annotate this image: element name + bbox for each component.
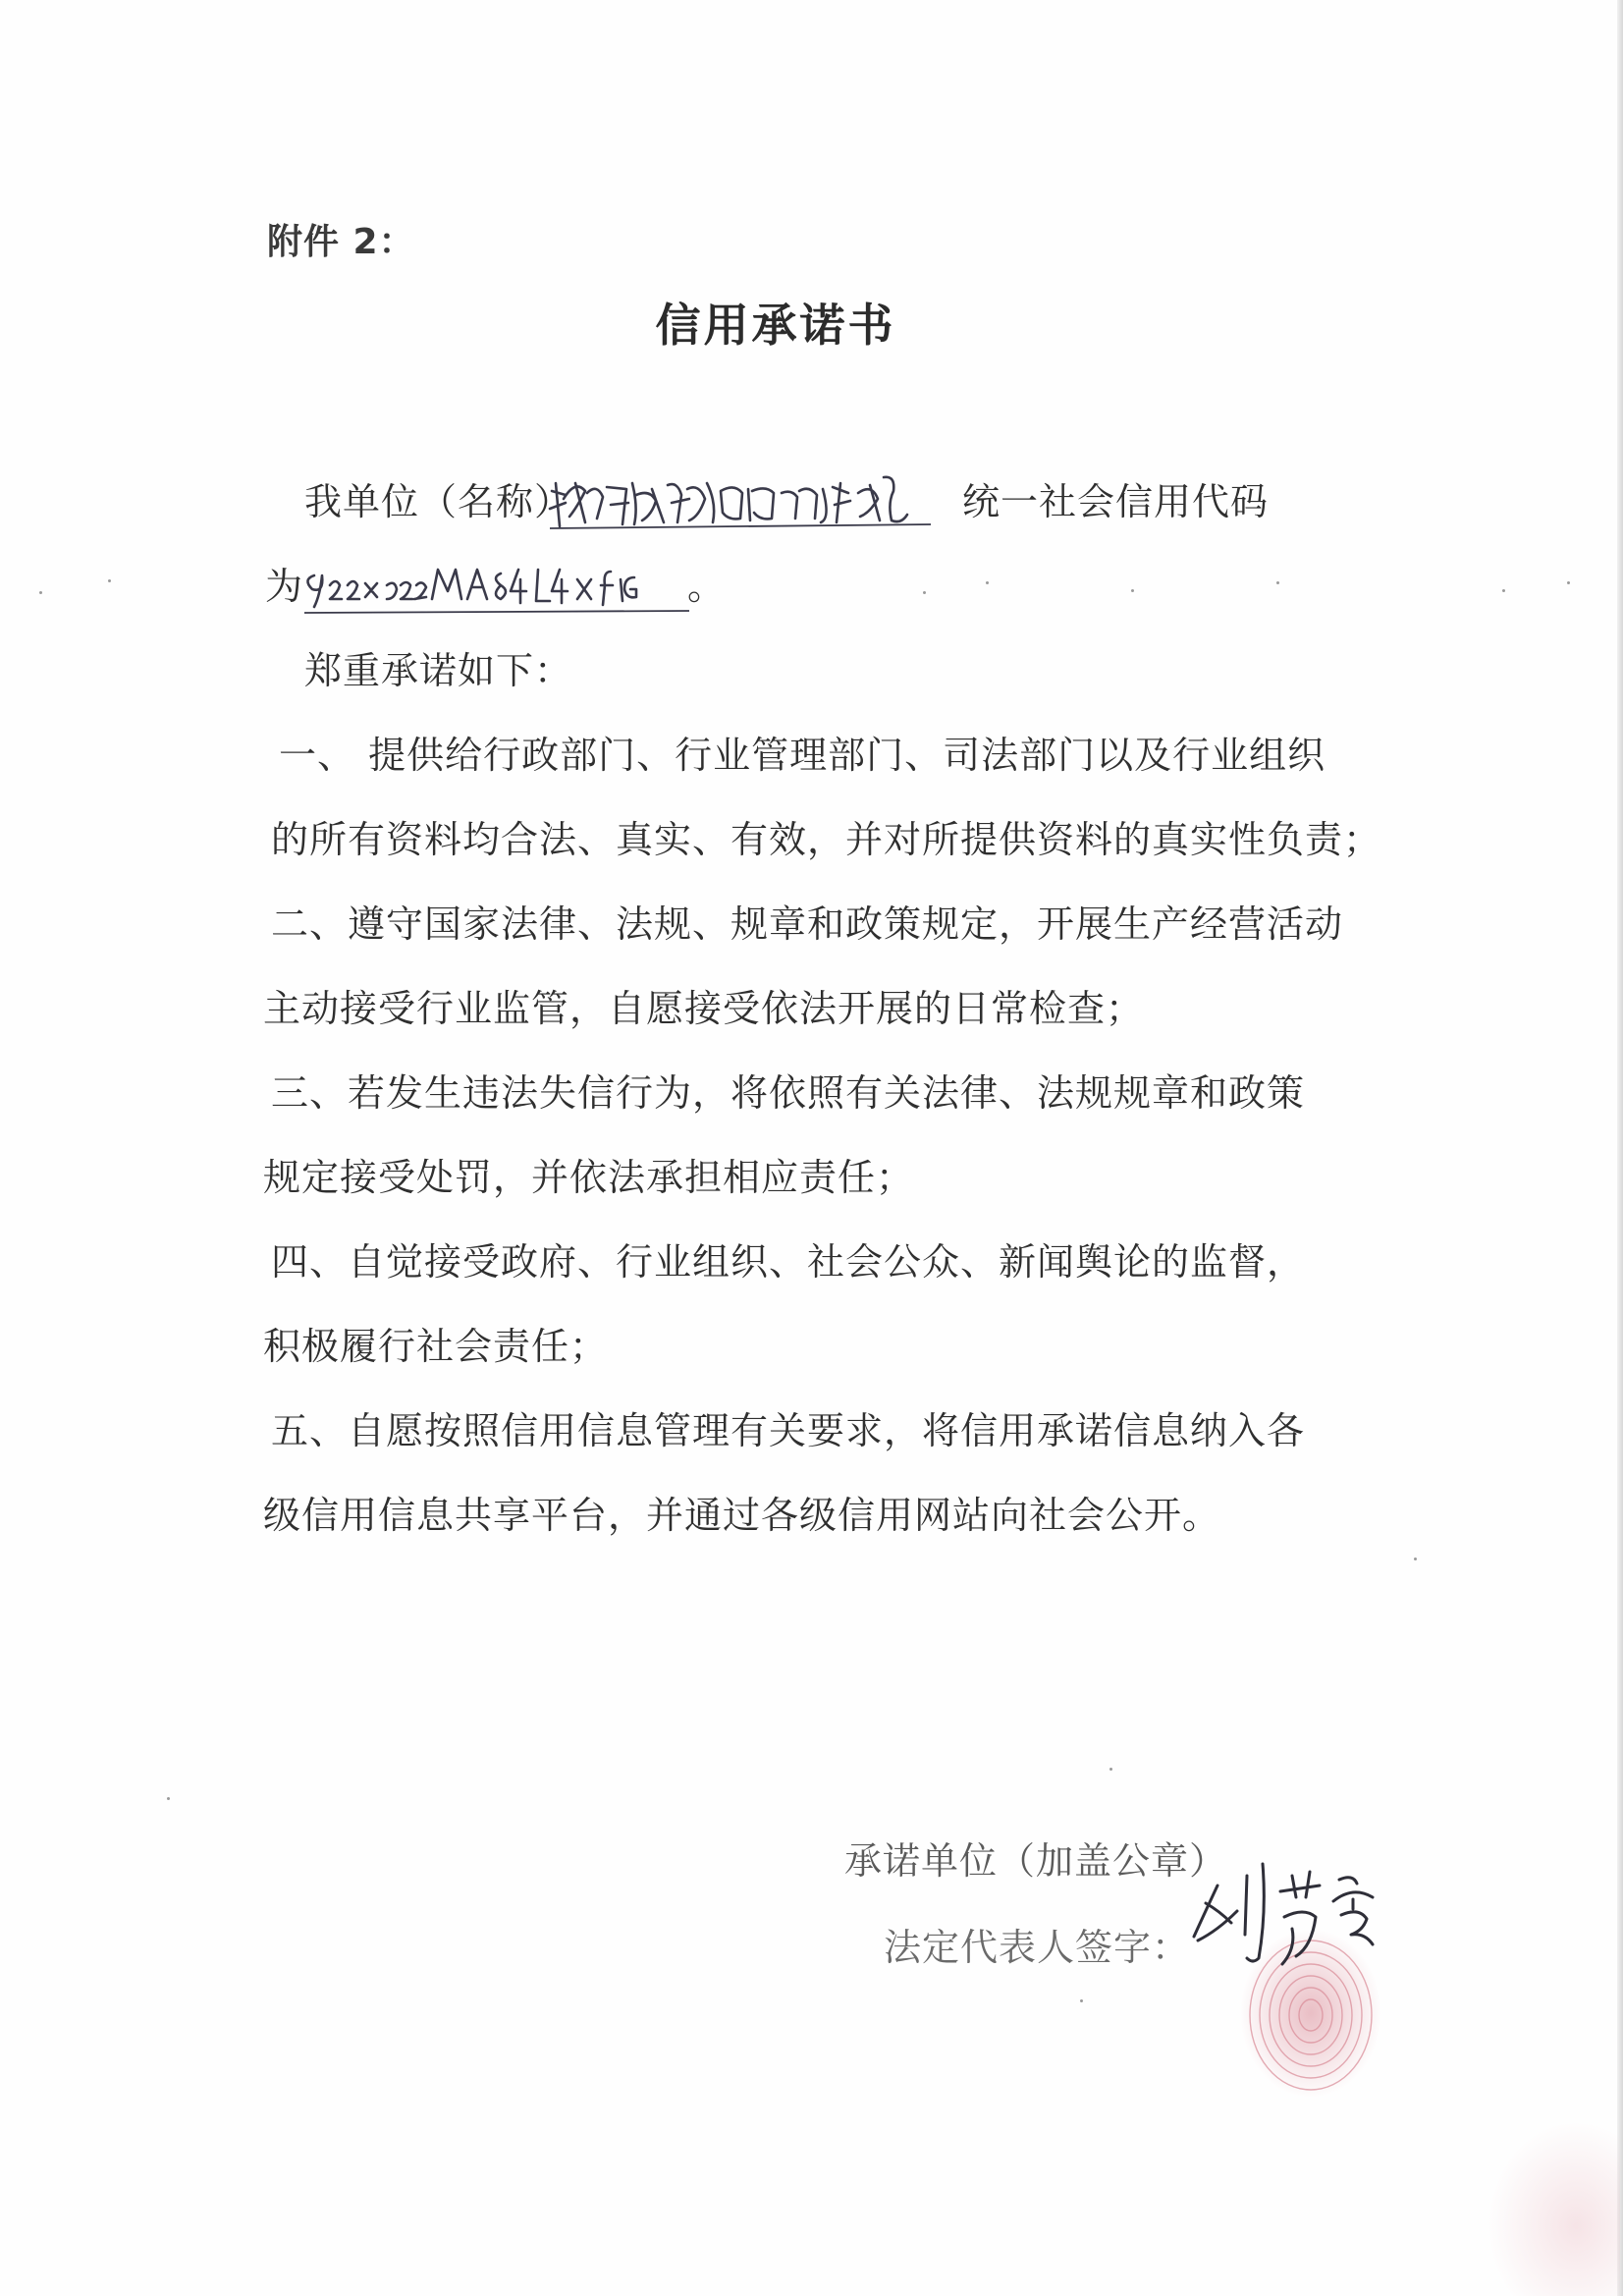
scan-speck [39, 591, 42, 594]
clause-5-line-2: 级信用信息共享平台，并通过各级信用网站向社会公开。 [263, 1494, 1221, 1537]
clause-4-line-2: 积极履行社会责任； [263, 1325, 609, 1368]
clause-2-line-1: 二、遵守国家法律、法规、规章和政策规定，开展生产经营活动 [271, 902, 1344, 946]
scan-speck [1080, 1999, 1083, 2002]
scan-edge [1617, 0, 1623, 2296]
scan-speck [167, 1797, 170, 1800]
clause-2-line-2: 主动接受行业监管，自愿接受依法开展的日常检查； [263, 987, 1145, 1030]
scan-speck [1414, 1558, 1417, 1560]
code-suffix: 。 [687, 565, 727, 608]
pledge-intro: 郑重承诺如下： [304, 649, 573, 692]
clause-4-line-1: 四、自觉接受政府、行业组织、社会公众、新闻舆论的监督， [271, 1240, 1306, 1284]
unit-name-handwriting [546, 469, 935, 536]
clause-3-line-1: 三、若发生违法失信行为，将依照有关法律、法规规章和政策 [271, 1071, 1306, 1115]
pledging-unit-label: 承诺单位（加盖公章） [844, 1839, 1228, 1883]
legal-rep-label: 法定代表人签字： [884, 1926, 1191, 1969]
page-title: 信用承诺书 [655, 299, 896, 352]
corner-stain [1473, 2121, 1620, 2296]
credit-code-handwriting [300, 556, 693, 621]
legal-rep-signature [1178, 1846, 1414, 1994]
scan-speck [1131, 589, 1134, 592]
clause-1-line-2: 的所有资料均合法、真实、有效，并对所提供资料的真实性负责； [271, 818, 1382, 861]
scan-speck [1502, 589, 1505, 592]
intro-prefix: 我单位（名称） [304, 480, 573, 523]
scan-speck [1567, 581, 1570, 584]
scan-speck [108, 579, 111, 582]
clause-1-line-1: 一、 提供给行政部门、行业管理部门、司法部门以及行业组织 [279, 734, 1326, 777]
scan-speck [986, 581, 989, 584]
clause-5-line-1: 五、自愿按照信用信息管理有关要求，将信用承诺信息纳入各 [271, 1409, 1306, 1452]
clause-3-line-2: 规定接受处罚，并依法承担相应责任； [263, 1156, 915, 1199]
scan-speck [1109, 1768, 1112, 1771]
code-prefix: 为 [265, 565, 304, 608]
attachment-label: 附件 2： [267, 222, 415, 262]
scan-speck [1276, 581, 1279, 584]
intro-credit-code-label: 统一社会信用代码 [962, 480, 1270, 523]
scan-speck [923, 591, 926, 594]
